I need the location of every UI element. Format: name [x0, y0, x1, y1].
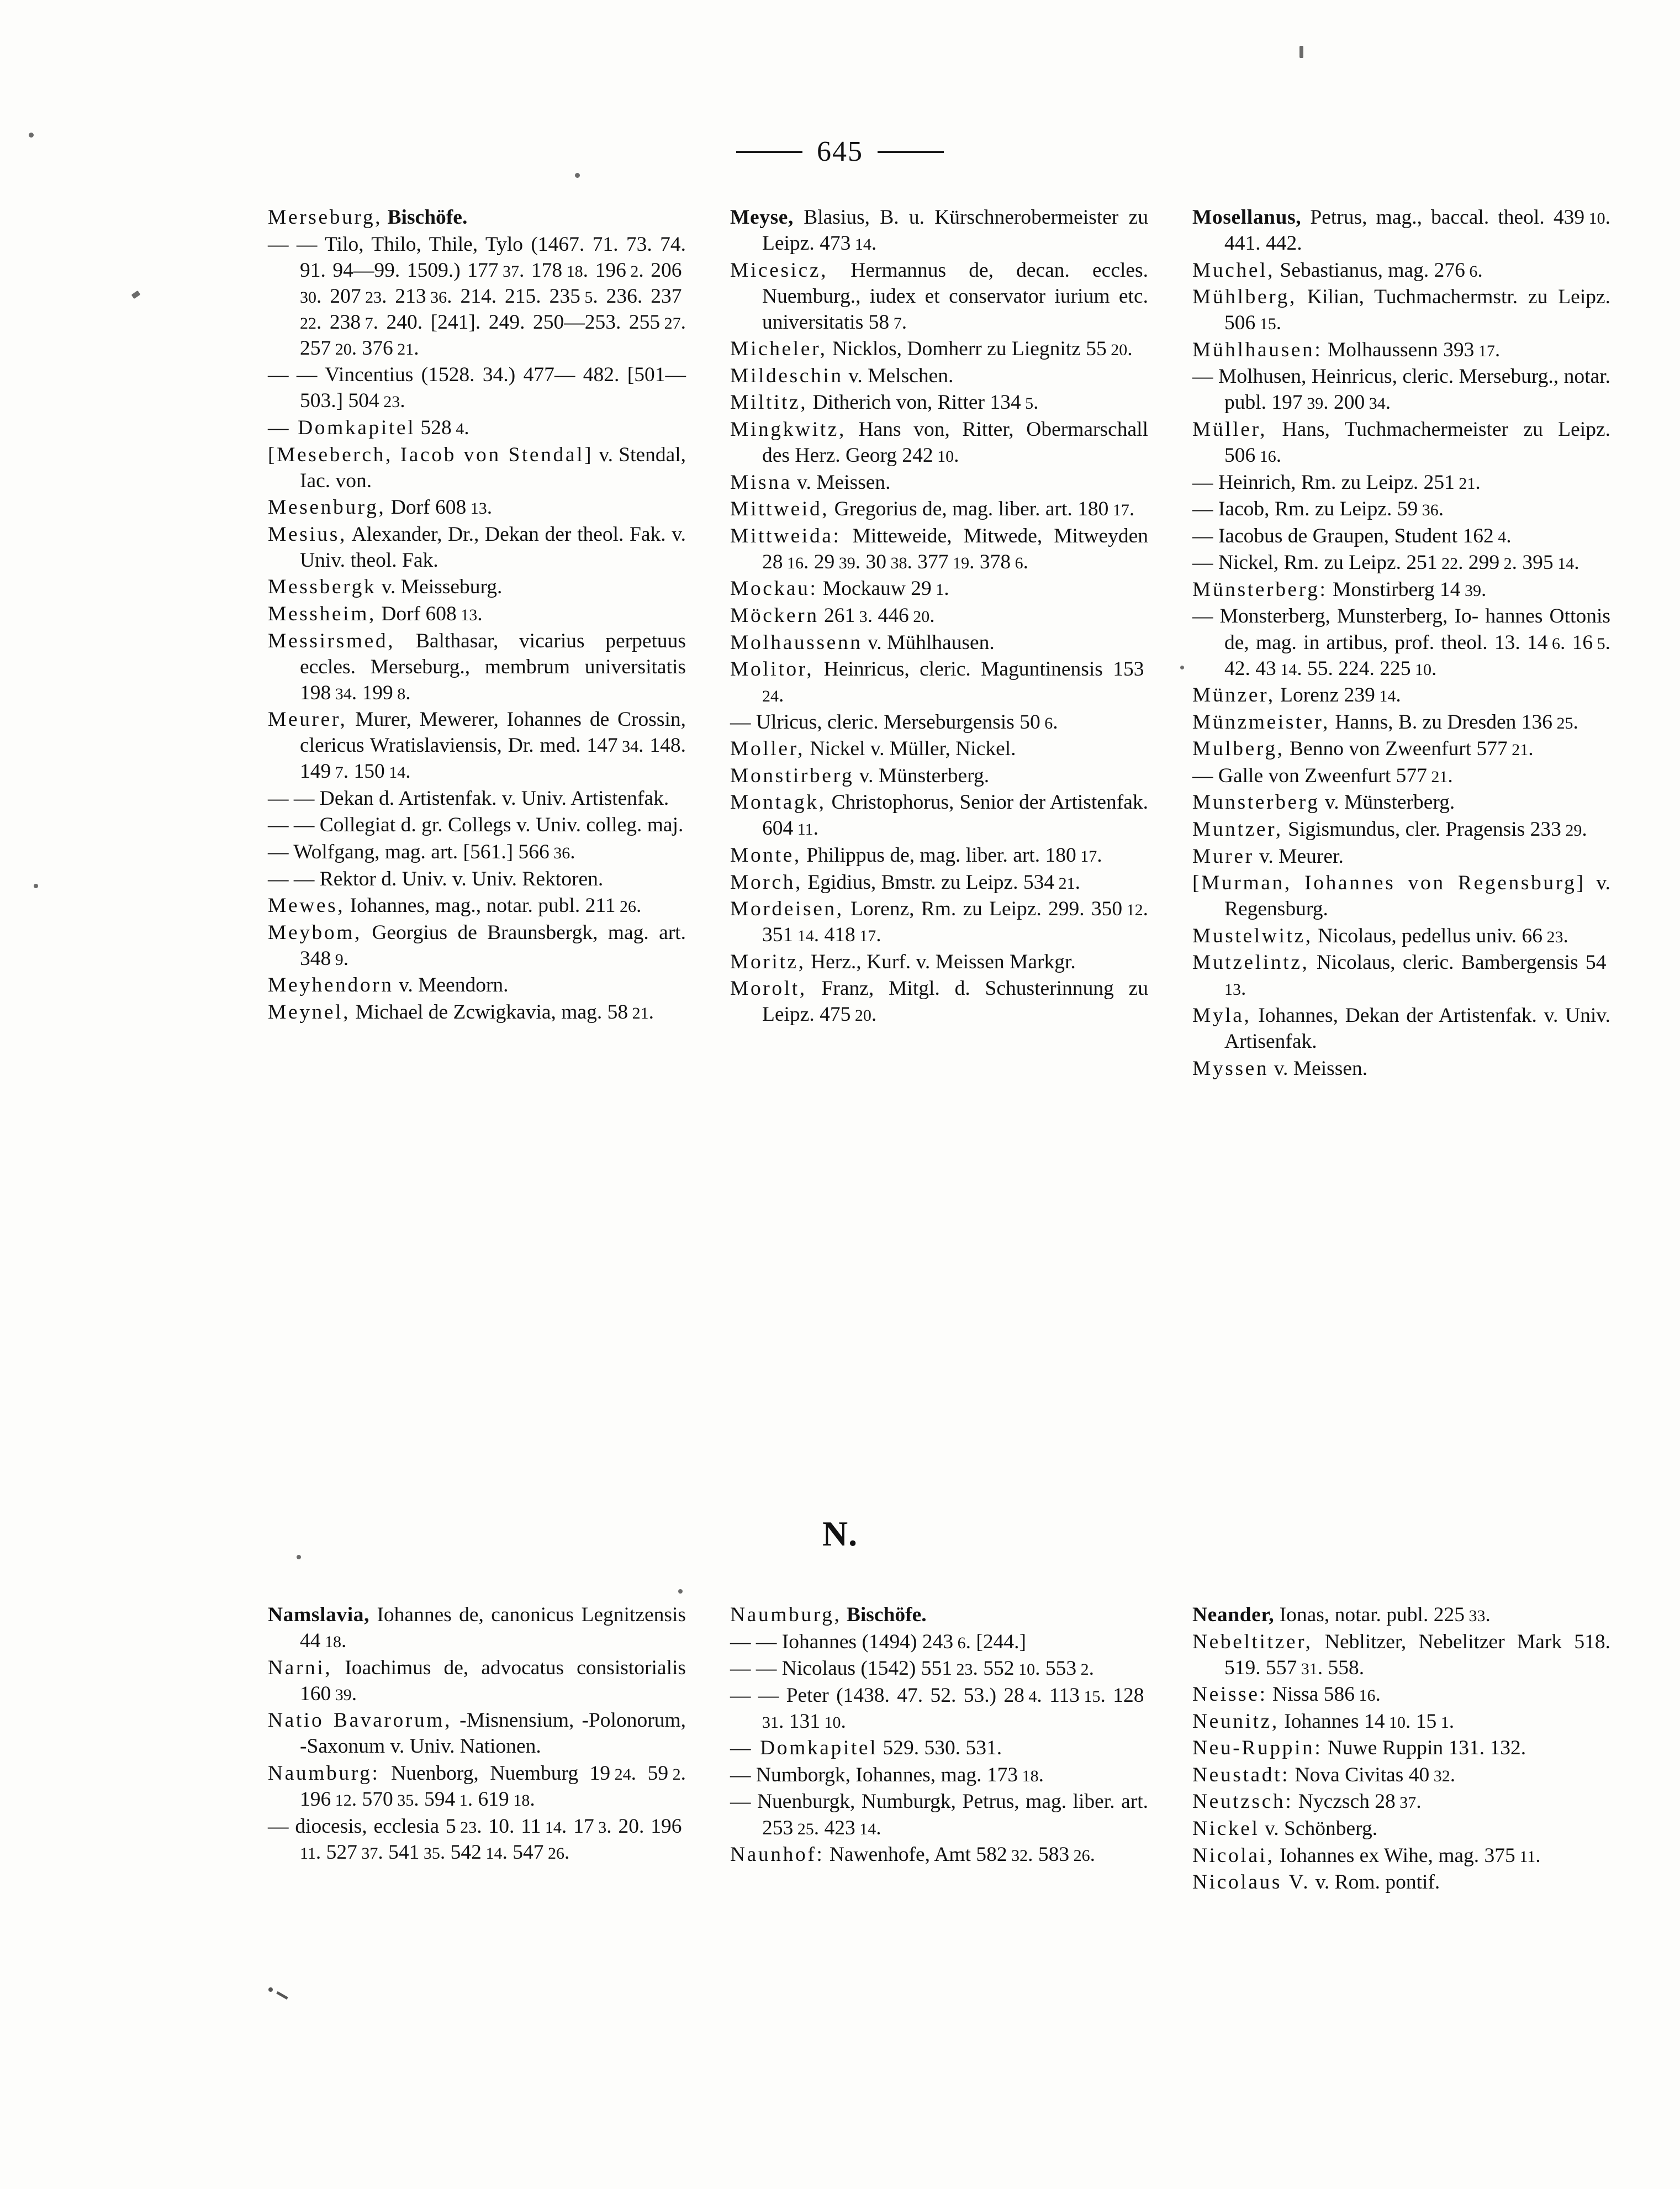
- entry-headword: Mockau:: [730, 577, 818, 600]
- index-entry: [730, 523, 1148, 575]
- entry-references: Alexander, Dr., Dekan der theol. Fak. v. Univ. theol. Fak.: [300, 523, 686, 572]
- index-entry: [268, 574, 686, 600]
- entry-references: Nicolaus, cleric. Bambergensis 54 13.: [1224, 951, 1610, 1000]
- entry-references: Nawenhofe, Amt 582 32. 583 26.: [829, 1843, 1096, 1866]
- entry-references: Murer, Mewerer, Iohannes de Crossin, clericus Wratislaviensis, Dr. med. 147 34. 148. 149 7. 150 14.: [300, 708, 686, 783]
- entry-references: Heinricus, cleric. Maguntinensis 153 24.: [762, 658, 1148, 707]
- column-upper-2: [730, 204, 1148, 1082]
- entry-headword: Micesicz,: [730, 259, 828, 282]
- entry-references: Hans, Tuchmachermeister zu Leipz. 506 16.: [1224, 418, 1610, 467]
- entry-headword: Mühlberg,: [1192, 286, 1297, 309]
- index-entry: [730, 1842, 1148, 1868]
- entry-headword: Mewes,: [268, 894, 345, 917]
- index-entry: [1192, 923, 1610, 949]
- column-lower-2: [730, 1602, 1148, 1896]
- entry-references: 17 3. 20. 196 11. 527 37. 541 35. 542 14. 547 26.: [300, 1815, 686, 1864]
- index-entry: [1192, 1762, 1610, 1788]
- index-entry: [730, 896, 1148, 948]
- entry-headword: Neu-Ruppin:: [1192, 1737, 1323, 1760]
- entry-references: Rektoren.: [522, 867, 604, 890]
- entry-headword: Molhaussenn: [730, 631, 863, 654]
- entry-headword: — Wolfgang, mag. art. [561.] 566 36.: [268, 841, 575, 863]
- entry-references: Nova Civitas 40 32.: [1295, 1763, 1456, 1786]
- entry-references: 173 18.: [986, 1763, 1044, 1786]
- index-entry: [1192, 736, 1610, 762]
- entry-references: Lorenz, Rm. zu Leipz. 299. 350 12. 351 14. 418 17.: [762, 898, 1148, 947]
- index-entry: [1192, 1843, 1610, 1869]
- entry-headword: Meyse,: [730, 206, 794, 229]
- entry-headword: Mildeschin: [730, 364, 843, 387]
- entry-headword: Muchel,: [1192, 259, 1275, 282]
- index-entry: [268, 1707, 686, 1759]
- entry-headword: Meynel,: [268, 1000, 351, 1024]
- entry-headword: — — Iohannes (1494) 243 6. [244.]: [730, 1630, 1026, 1653]
- index-entry: [730, 1762, 1148, 1788]
- entry-headword: Mutzelintz,: [1192, 951, 1309, 974]
- running-head-rule-left: [736, 151, 802, 153]
- index-entry: [730, 949, 1148, 975]
- index-entry: [1192, 1789, 1610, 1815]
- entry-headword: Mühlhausen:: [1192, 338, 1323, 361]
- entry-references: v. Münsterberg.: [1324, 791, 1455, 814]
- entry-headword: Naumburg,: [730, 1603, 842, 1626]
- index-entry: [730, 576, 1148, 602]
- column-block-lower: [268, 1602, 1614, 1896]
- index-entry: [730, 363, 1148, 389]
- index-entry: [730, 1735, 1148, 1761]
- index-entry: [730, 975, 1148, 1027]
- index-entry: [1192, 1629, 1610, 1681]
- entry-headword: — — Rektor d. Univ. v. Univ.: [268, 867, 517, 890]
- index-entry: [730, 257, 1148, 335]
- index-entry: [1192, 870, 1610, 922]
- entry-references: Neblitzer, Nebelitzer Mark 518. 519. 557 31. 558.: [1224, 1630, 1611, 1679]
- entry-headword: Möckern: [730, 604, 819, 627]
- entry-headword: — Numborgk, Iohannes, mag.: [730, 1763, 982, 1786]
- column-upper-1: [268, 204, 686, 1082]
- index-entry: [1192, 763, 1610, 789]
- index-entry: [1192, 1816, 1610, 1842]
- running-head-rule-right: [878, 151, 944, 153]
- entry-references: Benno von Zweenfurt 577 21.: [1290, 737, 1534, 761]
- entry-references: v. Mühlhausen.: [867, 631, 995, 654]
- entry-references: 113 15. 128 31. 131 10.: [762, 1684, 1148, 1733]
- entry-headword: Natio Bavarorum,: [268, 1709, 452, 1732]
- entry-headword: Naunhof:: [730, 1843, 825, 1866]
- entry-references: Christophorus, Senior der Artistenfak. 604 11.: [762, 791, 1148, 840]
- entry-headword: Nickel: [1192, 1817, 1260, 1840]
- index-entry: [1192, 816, 1610, 842]
- entry-references: Nuwe Ruppin 131. 132.: [1327, 1737, 1526, 1760]
- entry-headword: Meurer,: [268, 708, 347, 731]
- entry-headword: — Ulricus, cleric. Merseburgensis: [730, 710, 1015, 734]
- entry-headword: Munsterberg: [1192, 791, 1320, 814]
- index-entry: [730, 1602, 1148, 1628]
- entry-headword: Mittweida:: [730, 524, 841, 547]
- entry-headword: Mordeisen,: [730, 898, 844, 921]
- scan-speck: [131, 291, 141, 299]
- index-entry: [268, 521, 686, 573]
- entry-references: Michael de Zcwigkavia, mag. 58 21.: [355, 1000, 654, 1024]
- entry-headword: Meyhendorn: [268, 974, 394, 997]
- index-entry: [268, 1602, 686, 1654]
- entry-references: v. Schönberg.: [1264, 1817, 1378, 1840]
- index-entry: [1192, 603, 1610, 681]
- entry-headword: — — Tilo, Thilo, Thile, Tylo (1467.: [268, 233, 585, 256]
- entry-headword: Molitor,: [730, 658, 814, 681]
- entry-references: Ditherich von, Ritter 134 5.: [812, 391, 1039, 414]
- entry-references: Ionas, notar. publ. 225 33.: [1279, 1603, 1491, 1626]
- index-entry: [730, 736, 1148, 762]
- entry-references: v. Stendal, Iac. von.: [300, 443, 686, 492]
- entry-headword: — Iacobus de Graupen, Student 162 4.: [1192, 524, 1512, 547]
- entry-references: 395 14.: [1522, 551, 1579, 574]
- entry-references: Mockauw 29 1.: [822, 577, 949, 600]
- entry-references: Herz., Kurf. v. Meissen Markgr.: [811, 950, 1076, 973]
- entry-headword: Morch,: [730, 871, 802, 894]
- entry-headword: — Iacob, Rm. zu Leipz. 59 36.: [1192, 498, 1444, 521]
- index-entry: [1192, 1735, 1610, 1761]
- entry-references: v. Meisseburg.: [381, 576, 503, 599]
- entry-headword: Narni,: [268, 1656, 332, 1679]
- index-entry: [1192, 577, 1610, 603]
- index-entry: [268, 601, 686, 627]
- scan-speck: [1299, 46, 1303, 58]
- entry-headword: Moritz,: [730, 950, 806, 973]
- index-entry: [730, 470, 1148, 495]
- entry-references: Hans von, Ritter, Obermarschall des Herz. Georg 242 10.: [762, 418, 1149, 467]
- entry-headword: Miltitz,: [730, 391, 808, 414]
- entry-references: Merseburg., notar. publ. 197 39. 200 34.: [1224, 365, 1611, 414]
- column-lower-3: [1192, 1602, 1610, 1896]
- entry-references: Molhaussenn 393 17.: [1327, 338, 1501, 361]
- entry-references: v. Meurer.: [1259, 845, 1344, 868]
- entry-headword: [Murman, Iohannes von Regensburg]: [1192, 872, 1586, 895]
- column-block-upper: [268, 204, 1614, 1082]
- index-entry: [1192, 363, 1610, 415]
- scan-speck: [34, 884, 38, 888]
- entry-references: Egidius, Bmstr. zu Leipz. 534 21.: [807, 871, 1081, 894]
- entry-references: 553 2.: [1045, 1657, 1094, 1680]
- index-entry: [1192, 496, 1610, 522]
- entry-references: v. Meissen.: [797, 471, 891, 494]
- entry-references: Nickel v. Müller, Nickel.: [810, 737, 1016, 761]
- index-entry: [730, 389, 1148, 415]
- entry-references: Georgius de Braunsbergk, mag. art. 348 9.: [300, 921, 686, 970]
- index-entry: [268, 893, 686, 919]
- index-entry: [1192, 682, 1610, 708]
- entry-headword: — diocesis, ecclesia 5 23. 10. 11 14.: [268, 1815, 567, 1838]
- index-entry: [1192, 284, 1610, 336]
- entry-headword: — Nuenburgk, Numburgk, Petrus,: [730, 1790, 1019, 1813]
- entry-headword: — — Dekan d. Artistenfak. v. Univ.: [268, 787, 567, 810]
- index-entry: [268, 415, 686, 441]
- entry-headword: Myssen: [1192, 1057, 1269, 1080]
- entry-references: Nissa 586 16.: [1272, 1683, 1381, 1706]
- entry-references: v. Melschen.: [848, 364, 954, 387]
- entry-references: Balthasar, vicarius perpetuus eccles. Merseburg., membrum universitatis 198 34. 199 8.: [300, 629, 686, 704]
- index-entry: [730, 842, 1148, 868]
- entry-headword: — Domkapitel: [268, 416, 416, 439]
- index-entry: [730, 336, 1148, 362]
- page-number: 645: [817, 136, 863, 167]
- entry-references: Gregorius de, mag. liber. art. 180 17.: [834, 498, 1135, 521]
- index-entry: [730, 1789, 1148, 1840]
- entry-references: Nicklos, Domherr zu Liegnitz 55 20.: [832, 337, 1133, 361]
- entry-references: v. Meendorn.: [399, 974, 509, 997]
- index-entry: [268, 706, 686, 784]
- index-entry: [1192, 1003, 1610, 1054]
- entry-headword: Monte,: [730, 844, 801, 867]
- index-entry: [268, 812, 686, 838]
- entry-headword: Merseburg,: [268, 206, 383, 229]
- index-entry: [1192, 709, 1610, 735]
- index-entry: [1192, 843, 1610, 869]
- entry-headword: Neander,: [1192, 1603, 1275, 1626]
- entry-headword: Montagk,: [730, 791, 826, 814]
- scan-speck: [297, 1555, 301, 1559]
- entry-references: 71. 73. 74. 91. 94—99. 1509.) 177 37. 178 18. 196 2. 206 30. 207 23. 213 36. 214. 215. 235 5. 236. 237 22. 238 7. 240. [241]. 249. 250—253. 255 27. 257 20. 376 21.: [300, 233, 686, 360]
- entry-headword-bold-tail: Bischöfe.: [846, 1603, 927, 1626]
- entry-headword: Messbergk: [268, 576, 377, 599]
- entry-headword: — Heinrich, Rm. zu Leipz. 251 21.: [1192, 471, 1481, 494]
- entry-headword: Münzmeister,: [1192, 710, 1330, 734]
- scan-speck: [276, 1991, 288, 2000]
- index-entry: [1192, 1869, 1610, 1895]
- index-entry: [1192, 1602, 1610, 1628]
- column-upper-3: [1192, 204, 1610, 1082]
- entry-references: Iohannes ex Wihe, mag. 375 11.: [1279, 1844, 1541, 1867]
- scan-speck: [678, 1589, 683, 1594]
- entry-headword: Nebeltitzer,: [1192, 1630, 1313, 1653]
- entry-references: Iohannes, mag., notar. publ. 211 26.: [350, 894, 642, 917]
- scan-speck: [29, 133, 34, 138]
- entry-references: Artistenfak.: [570, 787, 669, 810]
- entry-headword: Nicolai,: [1192, 1844, 1275, 1867]
- index-entry: [268, 231, 686, 361]
- entry-references: Sigismundus, cler. Pragensis 233 29.: [1288, 817, 1587, 841]
- entry-references: 482. [501—503.] 504 23.: [300, 363, 686, 413]
- entry-headword: Namslavia,: [268, 1603, 370, 1626]
- entry-references: Dorf 608 13.: [381, 602, 483, 625]
- index-entry: [268, 628, 686, 706]
- entry-references: 528 4.: [420, 416, 469, 439]
- index-entry: [268, 442, 686, 494]
- index-entry: [730, 1629, 1148, 1655]
- index-entry: [1192, 416, 1610, 468]
- index-entry: [1192, 257, 1610, 283]
- entry-references: 50 6.: [1019, 710, 1058, 734]
- entry-headword: — Nickel, Rm. zu Leipz. 251 22. 299 2.: [1192, 551, 1518, 574]
- entry-references: Lorenz 239 14.: [1280, 684, 1401, 707]
- running-head: [0, 135, 1680, 168]
- entry-headword: Moller,: [730, 737, 805, 761]
- index-entry: [730, 1655, 1148, 1681]
- entry-headword: Mustelwitz,: [1192, 924, 1313, 947]
- entry-references: Blasius, B. u. Kürschnerobermeister zu Leipz. 473 14.: [762, 206, 1148, 255]
- entry-references: Iohannes de, canonicus Legnitzensis 44 18.: [300, 1603, 686, 1653]
- entry-headword: [Meseberch, Iacob von Stendal]: [268, 443, 594, 466]
- entry-headword: Naumburg:: [268, 1761, 380, 1785]
- entry-references: Dorf 608 13.: [390, 496, 493, 519]
- index-entry: [730, 763, 1148, 789]
- index-entry: [268, 785, 686, 811]
- entry-headword: Mosellanus,: [1192, 206, 1302, 229]
- entry-headword: — — Vincentius (1528. 34.) 477—: [268, 363, 575, 387]
- index-entry: [730, 869, 1148, 895]
- index-entry: [268, 1655, 686, 1707]
- entry-headword: Micheler,: [730, 337, 827, 361]
- entry-references: Nuenborg, Nuemburg 19 24. 59 2. 196 12. 570 35. 594 1. 619 18.: [300, 1761, 686, 1811]
- index-entry: [730, 603, 1148, 629]
- index-entry: [1192, 337, 1610, 363]
- entry-headword: Misna: [730, 471, 792, 494]
- entry-headword: Mittweid,: [730, 498, 830, 521]
- entry-headword: Neunitz,: [1192, 1710, 1279, 1733]
- column-lower-1: [268, 1602, 686, 1896]
- entry-references: hannes Ottonis de, mag. in artibus, prof. theol. 13. 14 6. 16 5. 42. 43 14. 55. 224. 225 10.: [1224, 605, 1611, 680]
- index-entry: [730, 630, 1148, 656]
- entry-headword: — — Collegiat d. gr. Collegs v. Univ.: [268, 814, 581, 837]
- entry-headword: — Molhusen, Heinricus, cleric.: [1192, 365, 1454, 388]
- entry-references: Ioachimus de, advocatus consistorialis 160 39.: [300, 1656, 686, 1705]
- index-entry: [730, 789, 1148, 841]
- entry-references: mag. liber. art. 253 25. 423 14.: [762, 1790, 1149, 1839]
- entry-headword: Nicolaus V.: [1192, 1871, 1311, 1894]
- entry-references: 261 3. 446 20.: [823, 604, 935, 627]
- entry-headword: Münsterberg:: [1192, 578, 1328, 601]
- scan-speck: [1180, 666, 1184, 669]
- index-entry: [1192, 789, 1610, 815]
- entry-headword: Neustadt:: [1192, 1763, 1290, 1786]
- index-entry: [730, 656, 1148, 708]
- entry-headword: — — Peter (1438. 47. 52. 53.) 28 4.: [730, 1684, 1042, 1707]
- index-entry: [268, 839, 686, 865]
- entry-references: Monstirberg 14 39.: [1332, 578, 1487, 601]
- index-entry: [730, 496, 1148, 522]
- entry-headword: Muntzer,: [1192, 817, 1283, 841]
- entry-references: v. Münsterberg.: [859, 764, 990, 787]
- entry-references: v. Regensburg.: [1224, 872, 1610, 921]
- entry-headword: — Domkapitel: [730, 1737, 878, 1760]
- entry-headword: Messheim,: [268, 602, 376, 625]
- entry-headword-bold-tail: Bischöfe.: [387, 206, 468, 229]
- entry-headword: — Monsterberg, Munsterberg, Io-: [1192, 605, 1479, 628]
- entry-headword: Morolt,: [730, 977, 807, 1000]
- entry-references: colleg. maj.: [586, 814, 684, 837]
- entry-references: Petrus, mag., baccal. theol. 439 10. 441. 442.: [1224, 206, 1610, 255]
- entry-headword: Murer: [1192, 845, 1254, 868]
- index-entry: [1192, 470, 1610, 495]
- index-entry: [1192, 1708, 1610, 1734]
- entry-references: Philippus de, mag. liber. art. 180 17.: [806, 844, 1102, 867]
- entry-headword: — Galle von Zweenfurt 577 21.: [1192, 764, 1453, 787]
- entry-headword: Mulberg,: [1192, 737, 1285, 761]
- entry-references: Iohannes, Dekan der Artistenfak. v. Univ. Artisenfak.: [1224, 1004, 1610, 1053]
- index-entry: [730, 709, 1148, 735]
- index-entry: [1192, 550, 1610, 576]
- entry-references: Mitteweide, Mitwede, Mitweyden 28 16. 29 39. 30 38. 377 19. 378 6.: [762, 524, 1148, 573]
- scan-speck: [268, 1987, 273, 1992]
- entry-references: 529. 530. 531.: [883, 1737, 1002, 1760]
- entry-headword: Mingkwitz,: [730, 418, 846, 441]
- index-entry: [730, 204, 1148, 256]
- index-entry: [268, 999, 686, 1025]
- entry-headword: Müller,: [1192, 418, 1267, 441]
- section-letter: N.: [822, 1514, 858, 1553]
- entry-headword: Myla,: [1192, 1004, 1251, 1027]
- entry-references: Sebastianus, mag. 276 6.: [1280, 259, 1483, 282]
- entry-headword: Mesenburg,: [268, 496, 386, 519]
- entry-references: v. Meissen.: [1274, 1057, 1368, 1080]
- entry-headword: Neisse:: [1192, 1683, 1267, 1706]
- index-entry: [1192, 1056, 1610, 1082]
- entry-headword: Messirsmed,: [268, 629, 395, 652]
- entry-references: v. Rom. pontif.: [1315, 1871, 1440, 1894]
- entry-headword: Mesius,: [268, 523, 347, 546]
- entry-references: Iohannes 14 10. 15 1.: [1284, 1710, 1455, 1733]
- index-entry: [268, 1813, 686, 1865]
- index-entry: [268, 866, 686, 892]
- index-entry: [268, 494, 686, 520]
- index-entry: [730, 416, 1148, 468]
- entry-references: Franz, Mitgl. d. Schusterinnung zu Leipz. 475 20.: [762, 977, 1148, 1026]
- index-entry: [268, 362, 686, 414]
- entry-references: Kilian, Tuchmachermstr. zu Leipz. 506 15.: [1224, 286, 1611, 335]
- index-entry: [268, 972, 686, 998]
- index-entry: [730, 1682, 1148, 1734]
- index-entry: [1192, 1681, 1610, 1707]
- entry-references: Nicolaus, pedellus univ. 66 23.: [1318, 924, 1568, 947]
- entry-headword: Neutzsch:: [1192, 1790, 1293, 1813]
- entry-references: -Misnensium, -Polonorum, -Saxonum v. Univ. Nationen.: [300, 1709, 686, 1758]
- index-entry: [1192, 950, 1610, 1001]
- scan-speck: [575, 173, 580, 178]
- entry-headword: Meybom,: [268, 921, 362, 944]
- index-entry: [268, 920, 686, 972]
- entry-headword: — — Nicolaus (1542) 551 23. 552 10.: [730, 1657, 1040, 1680]
- index-entry: [1192, 523, 1610, 549]
- entry-headword: Monstirberg: [730, 764, 854, 787]
- entry-references: Hanns, B. zu Dresden 136 25.: [1335, 710, 1578, 734]
- index-entry: [1192, 204, 1610, 256]
- entry-references: Hermannus de, decan. eccles. Nuemburg., iudex et conservator iurium etc. universitatis 58 7.: [762, 259, 1148, 334]
- entry-headword: Münzer,: [1192, 684, 1275, 707]
- index-entry: [268, 204, 686, 230]
- entry-references: Nyczsch 28 37.: [1298, 1790, 1422, 1813]
- index-entry: [268, 1760, 686, 1812]
